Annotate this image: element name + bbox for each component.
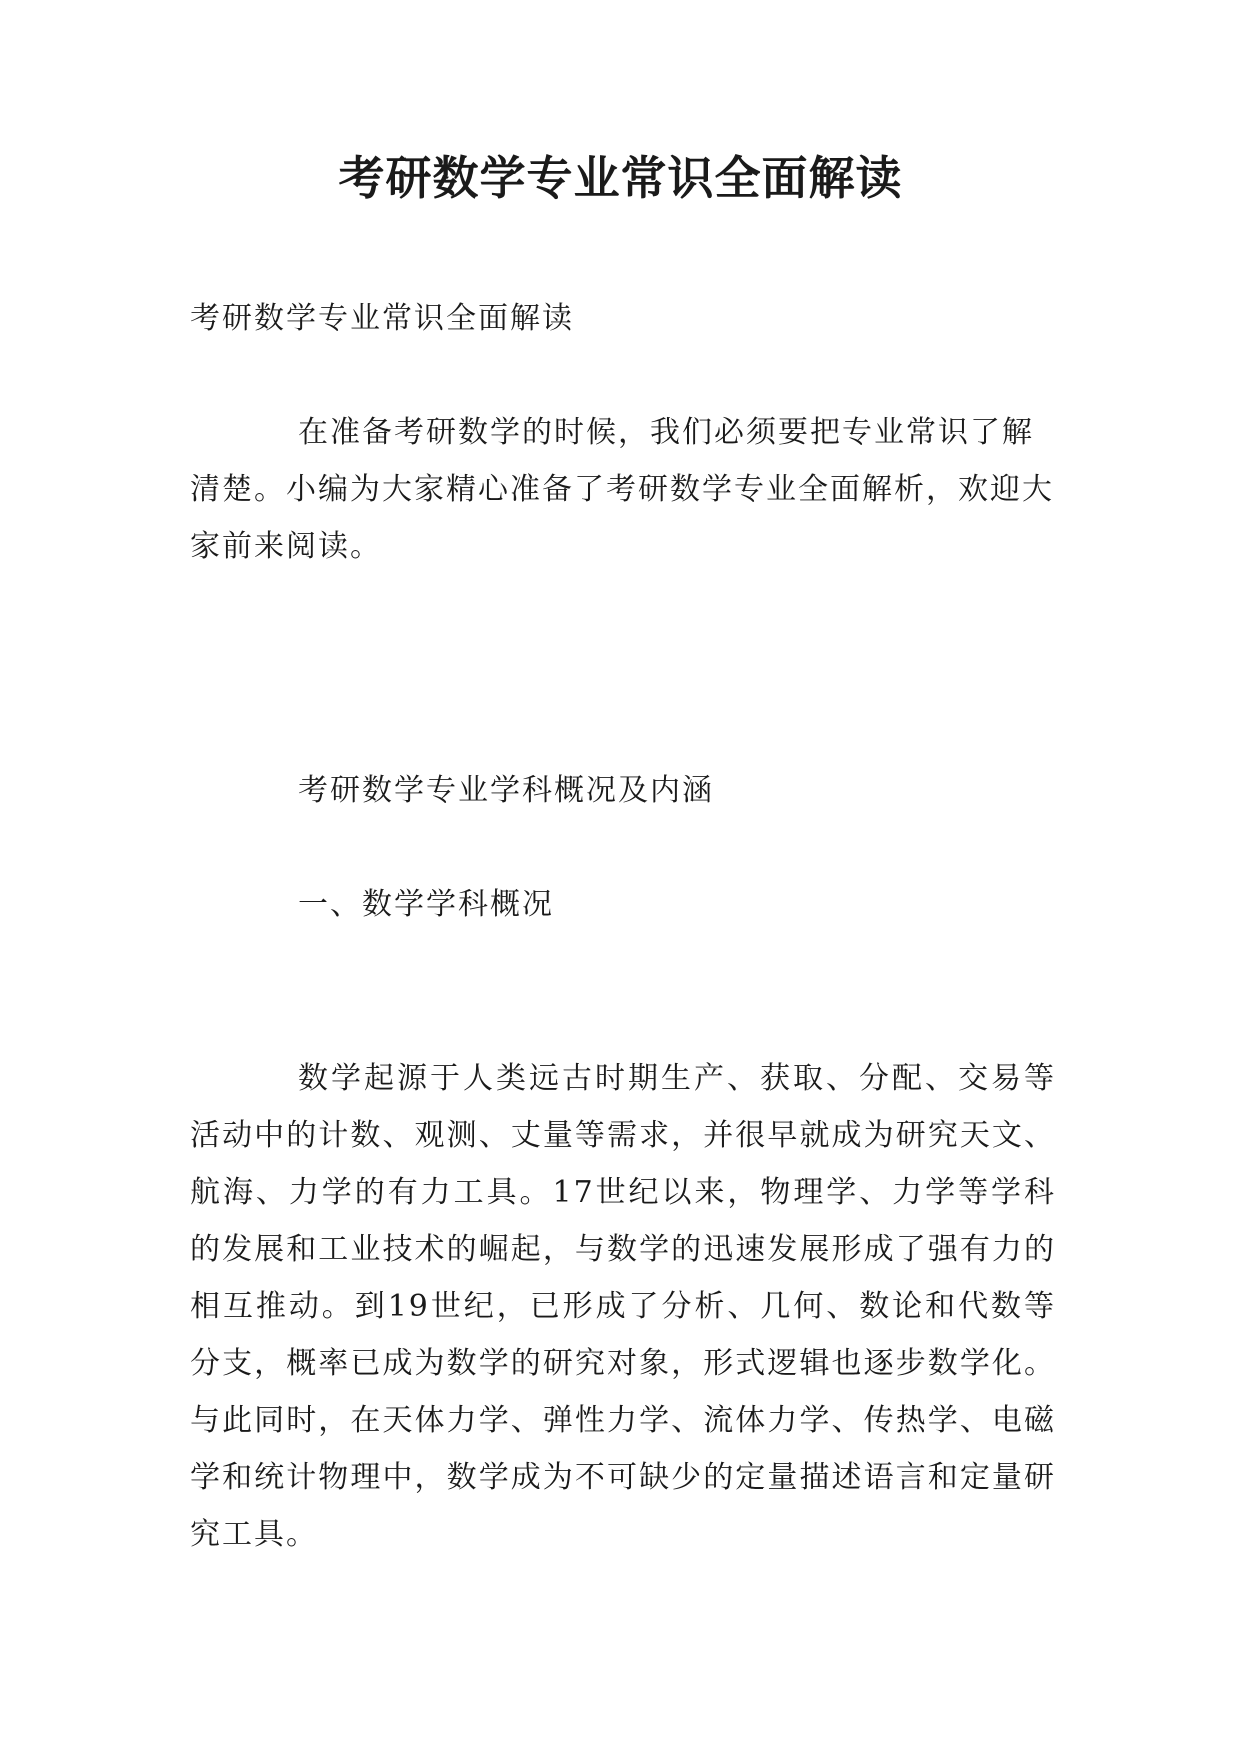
body-paragraph: 数学起源于人类远古时期生产、获取、分配、交易等活动中的计数、观测、丈量等需求，并很早就成为研究天文、航海、力学的有力工具。17世纪以来，物理学、力学等学科的发展和工业技术的崛起，与数学的迅速发展形成了强有力的相互推动。到19世纪，已形成了分析、几何、数论和代数等分支，概率已成为数学的研究对象，形式逻辑也逐步数学化。与此同时，在天体力学、弹性力学、流体力学、传热学、电磁学和统计物理中，数学成为不可缺少的定量描述语言和定量研究工具。 bbox=[190, 1061, 1056, 1552]
intro-paragraph: 在准备考研数学的时候，我们必须要把专业常识了解清楚。小编为大家精心准备了考研数学专业全面解析，欢迎大家前来阅读。 bbox=[190, 415, 1054, 564]
section-subheading: 一、数学学科概况 bbox=[298, 887, 554, 922]
document-subtitle: 考研数学专业常识全面解读 bbox=[190, 301, 574, 336]
section-heading: 考研数学专业学科概况及内涵 bbox=[298, 773, 714, 808]
document-title: 考研数学专业常识全面解读 bbox=[338, 151, 903, 205]
